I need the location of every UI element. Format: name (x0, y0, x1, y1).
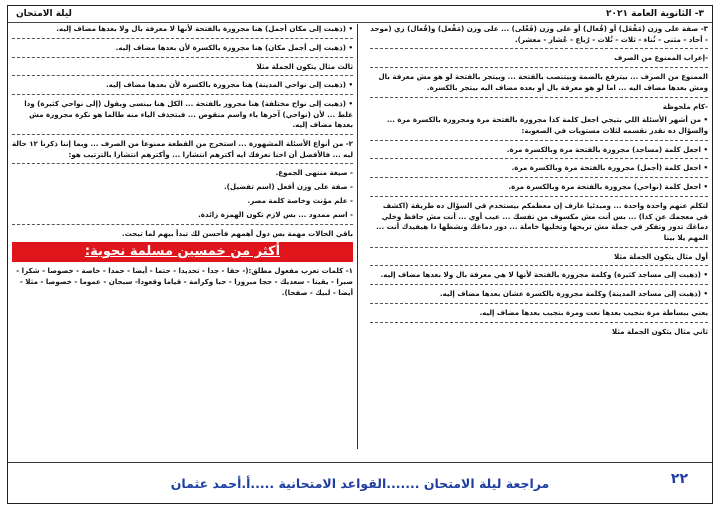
right-column (366, 24, 708, 449)
bullet-item: • (ذهبت إلى أجمل مكان) هنا مجرورة بالكسرة لأن بعدها مضاف إليه. (115, 42, 353, 52)
header-exam-year: ٣- الثانوية العامة ٢٠٢١ (606, 9, 704, 19)
divider (370, 265, 708, 266)
divider (12, 163, 353, 164)
bullet-item: • اجعل كلمة (مساجد) مجرورة بالفتحة مرة وبالكسرة مرة. (506, 144, 708, 154)
bullet-item: • (ذهبت إلى مساجد المدينة) وكلمة مجرورة بالكسرة عشان بعدها مضاف إليه. (439, 289, 708, 299)
list-item: - علم مؤنث وخاصة كلمة مصر. (247, 196, 353, 206)
divider (370, 97, 708, 98)
divider (12, 38, 353, 39)
list-item: - صفة على وزن أفعل (اسم تفضيل). (223, 182, 353, 192)
footer-title: مراجعة ليلة الامتحان .......القواعد الامتحانية .....أ.أحمد عثمان (170, 475, 550, 491)
paragraph: باقي الحالات مهمة بس دول أهمهم فأحسن لك تبدأ بيهم لما تبحث. (121, 228, 353, 238)
divider (370, 48, 708, 49)
paragraph: ١- كلمات تعرب مفعول مطلق:(- حقا - جدا - تحديدا - حتما - أيضا - حمدا - خاصة - خصوصا - شكرا - صبرا - يقينا - سعديك - حجا مبرورا - حبا وكرامة - قياما وقعودا- سبحان - عموما - خصوصا - مثلا - أيضا - لبيك - صفحا). (16, 266, 353, 297)
divider (370, 196, 708, 197)
section-banner: أكثر من خمسين مسلمة نحوية: (12, 242, 353, 262)
paragraph: ٣- صفة على وزن (مَفْعَل) أو (فُعال) أو على وزن (فَعْلى) ... على وزن (مَفْعل) و(فُعال) زي (موحد - أحاد - مثنى - ثُناء - ثلاث - ثُلاث - رُباع - عُشار - معشر). (370, 24, 708, 44)
divider (12, 224, 353, 225)
page-footer (8, 462, 712, 503)
header-exam-night: ليلة الامتحان (16, 9, 72, 19)
paragraph: يعني ببساطة مرة بنجيب بعدها نعت ومرة بنجيب بعدها مضاف إليه. (479, 307, 708, 317)
divider (370, 67, 708, 68)
divider (370, 284, 708, 285)
left-column (12, 24, 358, 449)
divider (370, 322, 708, 323)
bullet-item: • (ذهبت إلى نواح مختلفة) هنا مجرور بالفتحة ... الكل هنا بينسى ويقول (إلى نواحي كثيرة) ودا غلط ... لأن (نواحي) آخرها ياء واسم منقوص ... فبتحذف الياء منه طالما هو نكرة مجرورة مش بعدها مضاف إليه. (24, 99, 353, 130)
divider (12, 134, 353, 135)
divider (370, 247, 708, 248)
bullet-item: • اجعل كلمة (نواحي) مجرورة بالفتحة مرة وبالكسرة مرة. (508, 182, 708, 192)
section-heading: -إعراب الممنوع من الصرف (614, 53, 708, 63)
paragraph: الممنوع من الصرف ... بيترفع بالضمة وبيتنصب بالفتحة ... وبيتجر بالفتحة لو هو مش معرفة بال ومش بعدها مضاف اليه ... اما لو هو معرفة بال أو بعده مضاف اليه بيتجر بالكسرة. (378, 72, 708, 92)
page-number: ٢٢ (670, 471, 688, 487)
paragraph: • من أشهر الأسئلة اللي بتيجي اجعل كلمة كذا مجرورة بالفتحة مرة ومجرورة بالكسرة مرة ... والسؤال ده نقدر نقسمه لثلاث مستويات في الصعوبة: (386, 115, 708, 135)
list-item: - صيغة منتهى الجموع. (275, 168, 353, 178)
divider (12, 75, 353, 76)
section-heading: ثاني مثال يتكون الجملة مثلا (611, 326, 708, 336)
section-heading: أول مثال يتكون الجملة مثلا (613, 251, 708, 261)
paragraph: ٢- من أنواع الأسئلة المشهورة ... استخرج من القطعة ممنوعا من الصرف ... وبما إننا ذكرنا ١٢ حالة ليه ... فالأفضل أن احنا نعرفك ايه أكترهم انتشارا ... وأكترهم انتشارا بالترتيب هو: (12, 139, 353, 159)
bullet-item: • (ذهبت إلى نواحي المدينة) هنا مجرورة بالكسرة لأن بعدها مضاف إليه. (105, 80, 353, 90)
document-page (7, 5, 713, 504)
divider (370, 158, 708, 159)
bullet-item: • (ذهبت إلى مكان أجمل) هنا مجرورة بالفتحة لأنها لا معرفة بال ولا بعدها مضاف إليه. (56, 24, 353, 33)
bullet-item: • اجعل كلمة (أجمل) مجرورة بالفتحة مرة وبالكسرة مرة. (511, 163, 708, 173)
section-heading: ثالث مثال يتكون الجملة مثلا (256, 61, 353, 71)
divider (370, 303, 708, 304)
divider (12, 94, 353, 95)
page-header (8, 6, 712, 23)
divider (12, 57, 353, 58)
section-heading: -كام ملحوظة (662, 101, 708, 111)
divider (370, 140, 708, 141)
paragraph: لتكلم عنهم واحدة واحدة ... ومبدئيا عارف إن معظمكم بيستخدم في السؤال ده طريقة (اكشف في معجمك عن كذا) ... بس أنت مش مكسوف من نفسك ... عيب أوي ... أنت مش حافظ وخلي دماغك تدور وتفكر في جملة مش تريحها وتخليها خاملة ... دور دماغك ونشطها دا هيفيدك أنت ... المهم يلا بينا (376, 201, 708, 242)
bullet-item: • (ذهبت إلى مساجد كثيرة) وكلمة مجرورة بالفتحة لأنها لا هي معرفة بال ولا بعدها مضاف إليه. (380, 270, 708, 280)
divider (370, 177, 708, 178)
list-item: - اسم ممدود ... بس لازم تكون الهمزة زائدة. (198, 209, 353, 219)
